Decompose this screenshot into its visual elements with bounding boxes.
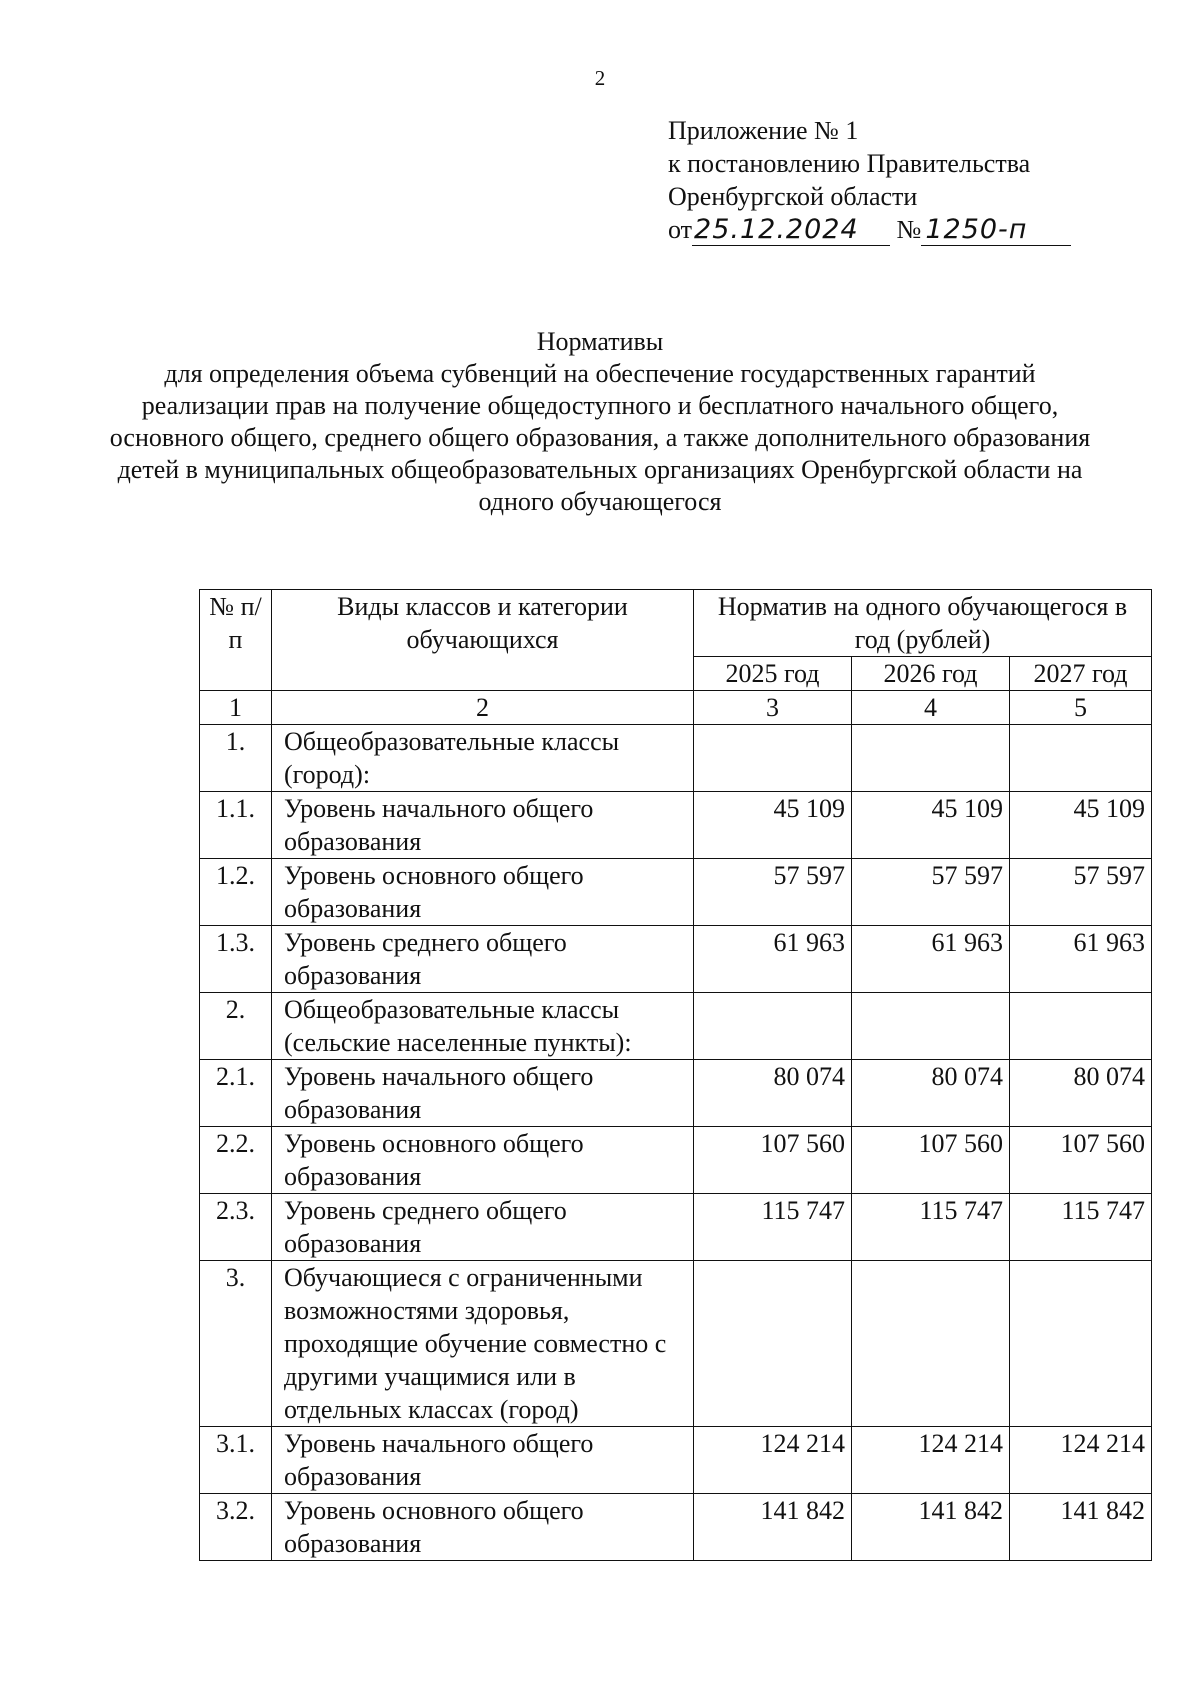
row-number: 1.1. [200,792,272,859]
table-row [200,1494,1152,1561]
row-category: Общеобразовательные классы (город): [272,725,694,792]
row-category: Уровень основного общего образования [272,859,694,926]
row-number: 1.3. [200,926,272,993]
header-num: № п/п [200,590,272,691]
value-2025: 107 560 [694,1127,852,1194]
table-row [200,1261,1152,1427]
value-2025 [694,993,852,1060]
value-2026: 45 109 [852,792,1010,859]
value-2027: 80 074 [1010,1060,1152,1127]
header-category: Виды классов и категории обучающихся [272,590,694,691]
row-number: 2.3. [200,1194,272,1261]
column-index: 4 [852,691,1010,725]
table-row [200,1194,1152,1261]
table-row [200,993,1152,1060]
table-row [200,792,1152,859]
value-2026: 57 597 [852,859,1010,926]
value-2025: 124 214 [694,1427,852,1494]
row-category: Уровень начального общего образования [272,1060,694,1127]
header-norm: Норматив на одного обучающегося в год (рублей) [694,590,1152,657]
table-header-row [200,590,1152,657]
row-number: 1.2. [200,859,272,926]
value-2026 [852,993,1010,1060]
number-label: № [896,215,922,244]
column-index: 5 [1010,691,1152,725]
handwritten-date: 25.12.2024 [692,215,890,246]
value-2026: 141 842 [852,1494,1010,1561]
row-category: Уровень основного общего образования [272,1494,694,1561]
table-row [200,859,1152,926]
value-2026: 124 214 [852,1427,1010,1494]
row-category: Уровень начального общего образования [272,792,694,859]
value-2027: 141 842 [1010,1494,1152,1561]
value-2026 [852,1261,1010,1427]
appendix-date-number [668,213,1071,246]
appendix-resolution: к постановлению Правительства [668,149,1031,178]
value-2027: 124 214 [1010,1427,1152,1494]
column-index: 3 [694,691,852,725]
value-2026 [852,725,1010,792]
row-category: Уровень среднего общего образования [272,1194,694,1261]
row-number: 3.2. [200,1494,272,1561]
value-2025: 115 747 [694,1194,852,1261]
value-2025 [694,725,852,792]
row-number: 3.1. [200,1427,272,1494]
norms-table [199,589,1152,1561]
value-2025 [694,1261,852,1427]
column-index: 2 [272,691,694,725]
row-category: Обучающиеся с ограниченными возможностями здоровья, проходящие обучение совместно с другими учащимися или в отдельных классах (город) [272,1261,694,1427]
table-body [200,725,1152,1561]
table-row [200,1060,1152,1127]
table-row [200,725,1152,792]
value-2027 [1010,993,1152,1060]
page-number: 2 [594,66,606,90]
table-row [200,1127,1152,1194]
value-2027 [1010,1261,1152,1427]
column-index-row [200,691,1152,725]
appendix-title: Приложение № 1 [668,116,859,145]
value-2027 [1010,725,1152,792]
row-category: Уровень среднего общего образования [272,926,694,993]
row-number: 2. [200,993,272,1060]
from-label: от [668,215,693,244]
row-number: 1. [200,725,272,792]
header-year-2025: 2025 год [694,657,852,691]
value-2025: 57 597 [694,859,852,926]
value-2027: 45 109 [1010,792,1152,859]
value-2025: 141 842 [694,1494,852,1561]
value-2026: 61 963 [852,926,1010,993]
row-category: Общеобразовательные классы (сельские населенные пункты): [272,993,694,1060]
value-2026: 107 560 [852,1127,1010,1194]
row-category: Уровень основного общего образования [272,1127,694,1194]
value-2025: 45 109 [694,792,852,859]
value-2026: 80 074 [852,1060,1010,1127]
table-row [200,926,1152,993]
value-2026: 115 747 [852,1194,1010,1261]
value-2027: 61 963 [1010,926,1152,993]
appendix-region: Оренбургской области [668,182,918,211]
header-year-2026: 2026 год [852,657,1010,691]
value-2027: 107 560 [1010,1127,1152,1194]
table-row [200,1427,1152,1494]
row-number: 2.2. [200,1127,272,1194]
value-2027: 115 747 [1010,1194,1152,1261]
value-2025: 80 074 [694,1060,852,1127]
document-subtitle: для определения объема субвенций на обеспечение государственных гарантий реализации прав на получение общедоступного и бесплатного начального общего, основного общего, среднего общего образования, а также дополнительного образования детей в муниципальных общеобразовательных организациях Оренбургской области на одного обучающегося [109,359,1091,516]
appendix-block [668,114,1071,246]
document-title-block [0,326,1200,518]
row-number: 3. [200,1261,272,1427]
column-index: 1 [200,691,272,725]
header-year-2027: 2027 год [1010,657,1152,691]
document-title: Нормативы [536,327,664,356]
value-2027: 57 597 [1010,859,1152,926]
row-category: Уровень начального общего образования [272,1427,694,1494]
row-number: 2.1. [200,1060,272,1127]
handwritten-number: 1250-п [921,215,1071,246]
value-2025: 61 963 [694,926,852,993]
